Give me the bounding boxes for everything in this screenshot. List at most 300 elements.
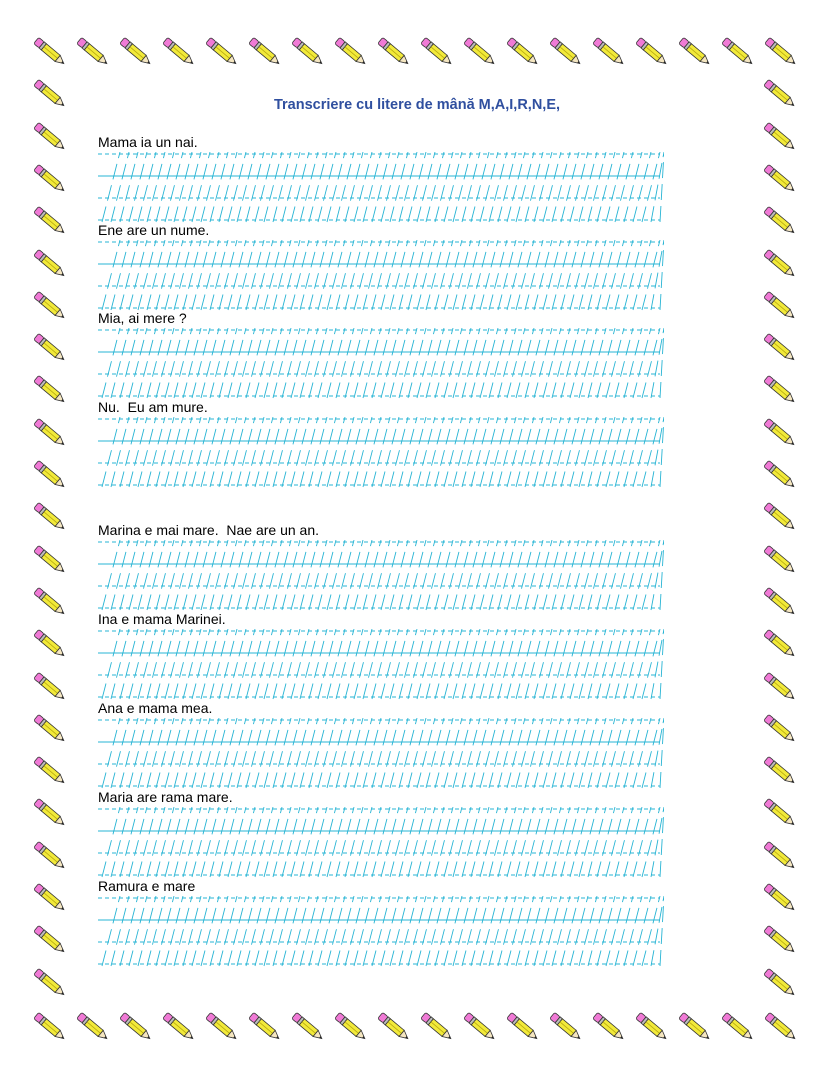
slant-guide bbox=[426, 718, 444, 788]
slant-guide bbox=[372, 718, 390, 788]
slant-guide bbox=[408, 328, 426, 398]
slant-guide bbox=[174, 152, 192, 222]
slant-guide bbox=[633, 896, 651, 966]
slant-guide bbox=[300, 807, 318, 877]
slant-guide bbox=[255, 240, 273, 310]
slant-guide bbox=[660, 240, 664, 310]
pencil-icon bbox=[71, 30, 115, 74]
slant-guide bbox=[417, 240, 435, 310]
pencil-icon bbox=[415, 30, 459, 74]
slant-guide bbox=[480, 417, 498, 487]
pencil-icon bbox=[758, 791, 802, 835]
slant-guide bbox=[597, 896, 615, 966]
slant-guide bbox=[579, 629, 597, 699]
slant-guide bbox=[291, 328, 309, 398]
pencil-icon bbox=[758, 242, 802, 286]
slant-guide bbox=[426, 807, 444, 877]
slant-guide bbox=[570, 240, 588, 310]
slant-guide bbox=[237, 417, 255, 487]
slant-guide bbox=[192, 896, 210, 966]
slant-guide bbox=[390, 629, 408, 699]
slant-guide bbox=[381, 240, 399, 310]
slant-guide bbox=[570, 417, 588, 487]
slant-guide bbox=[516, 540, 534, 610]
slant-guide bbox=[165, 629, 183, 699]
slant-guide bbox=[147, 540, 165, 610]
writing-lines bbox=[98, 807, 664, 879]
slant-guide bbox=[480, 152, 498, 222]
slant-guide bbox=[183, 896, 201, 966]
slant-guide bbox=[192, 718, 210, 788]
slant-guide bbox=[273, 807, 291, 877]
slant-guide bbox=[543, 896, 561, 966]
slant-guide bbox=[129, 540, 147, 610]
slant-guide bbox=[579, 328, 597, 398]
slant-guide bbox=[210, 152, 228, 222]
slant-guide bbox=[228, 807, 246, 877]
slant-guide bbox=[390, 807, 408, 877]
slant-guide bbox=[381, 152, 399, 222]
page-title: Transcriere cu litere de mână M,A,I,R,N,E, bbox=[273, 97, 561, 113]
slant-guide bbox=[282, 896, 300, 966]
slant-guide bbox=[597, 718, 615, 788]
slant-guide bbox=[507, 807, 525, 877]
slant-guide bbox=[192, 807, 210, 877]
slant-guide bbox=[120, 807, 138, 877]
slant-guide bbox=[561, 240, 579, 310]
slant-guide bbox=[138, 807, 156, 877]
pencil-icon bbox=[28, 115, 72, 159]
slant-guide bbox=[606, 807, 624, 877]
slant-guide bbox=[282, 629, 300, 699]
slant-guide bbox=[300, 629, 318, 699]
slant-guide bbox=[120, 328, 138, 398]
pencil-icon bbox=[544, 1005, 588, 1049]
slant-guide bbox=[264, 540, 282, 610]
slant-guide bbox=[120, 629, 138, 699]
slant-guide bbox=[156, 417, 174, 487]
slant-guide bbox=[201, 629, 219, 699]
slant-guide bbox=[462, 540, 480, 610]
slant-guide bbox=[111, 540, 129, 610]
slant-guide bbox=[660, 152, 664, 222]
slant-guide bbox=[255, 152, 273, 222]
pencil-icon bbox=[758, 411, 802, 455]
slant-guide bbox=[561, 807, 579, 877]
slant-guide bbox=[381, 807, 399, 877]
slant-guide bbox=[102, 328, 120, 398]
slant-guide bbox=[489, 328, 507, 398]
slant-guide bbox=[345, 896, 363, 966]
slant-guide bbox=[345, 152, 363, 222]
slant-guide bbox=[471, 152, 489, 222]
exercise-sentence: Ene are un nume. bbox=[98, 222, 210, 238]
pencil-icon bbox=[415, 1005, 459, 1049]
slant-guide bbox=[111, 240, 129, 310]
slant-guide bbox=[282, 152, 300, 222]
slant-guide bbox=[111, 896, 129, 966]
slant-guide bbox=[390, 152, 408, 222]
slant-guide bbox=[552, 240, 570, 310]
pencil-icon bbox=[243, 30, 287, 74]
slant-guide bbox=[210, 540, 228, 610]
slant-guide bbox=[354, 896, 372, 966]
slant-guide bbox=[390, 240, 408, 310]
slant-guide bbox=[138, 896, 156, 966]
slant-guide bbox=[273, 540, 291, 610]
slant-guide bbox=[102, 629, 120, 699]
pencil-icon bbox=[458, 1005, 502, 1049]
slant-guide bbox=[111, 718, 129, 788]
slant-guide bbox=[462, 417, 480, 487]
slant-guide bbox=[471, 896, 489, 966]
slant-guide bbox=[471, 807, 489, 877]
slant-guide bbox=[606, 629, 624, 699]
slant-guide bbox=[165, 718, 183, 788]
slant-guide bbox=[624, 417, 642, 487]
slant-guide bbox=[291, 629, 309, 699]
slant-guide bbox=[264, 807, 282, 877]
slant-guide bbox=[336, 807, 354, 877]
slant-guide bbox=[417, 896, 435, 966]
slant-guide bbox=[102, 240, 120, 310]
pencil-icon bbox=[758, 157, 802, 201]
slant-guide bbox=[129, 896, 147, 966]
slant-guide bbox=[381, 540, 399, 610]
slant-guide bbox=[543, 540, 561, 610]
slant-guide bbox=[399, 629, 417, 699]
slant-guide bbox=[192, 152, 210, 222]
slant-guide bbox=[462, 718, 480, 788]
slant-guide bbox=[444, 629, 462, 699]
slant-guide bbox=[120, 718, 138, 788]
slant-guide bbox=[543, 240, 561, 310]
slant-guide bbox=[444, 540, 462, 610]
slant-guide bbox=[633, 417, 651, 487]
slant-guide bbox=[624, 240, 642, 310]
slant-guide bbox=[354, 328, 372, 398]
slant-guide bbox=[246, 240, 264, 310]
pencil-icon bbox=[28, 791, 72, 835]
slant-guide bbox=[498, 328, 516, 398]
slant-guide bbox=[129, 718, 147, 788]
pencil-icon bbox=[758, 495, 802, 539]
slant-guide bbox=[570, 896, 588, 966]
slant-guide bbox=[444, 417, 462, 487]
pencil-icon bbox=[200, 1005, 244, 1049]
slant-guide bbox=[237, 896, 255, 966]
slant-guide bbox=[129, 807, 147, 877]
slant-guide bbox=[363, 328, 381, 398]
slant-guide bbox=[174, 718, 192, 788]
pencil-icon bbox=[329, 1005, 373, 1049]
slant-guide bbox=[390, 328, 408, 398]
slant-guide bbox=[570, 152, 588, 222]
pencil-icon bbox=[501, 1005, 545, 1049]
pencil-icon bbox=[544, 30, 588, 74]
slant-guide bbox=[264, 896, 282, 966]
slant-guide bbox=[156, 718, 174, 788]
slant-guide bbox=[543, 807, 561, 877]
slant-guide bbox=[255, 328, 273, 398]
slant-guide bbox=[156, 328, 174, 398]
slant-guide bbox=[309, 540, 327, 610]
slant-guide bbox=[183, 540, 201, 610]
slant-guide bbox=[336, 629, 354, 699]
slant-guide bbox=[165, 540, 183, 610]
slant-guide bbox=[489, 240, 507, 310]
slant-guide bbox=[579, 807, 597, 877]
slant-guide bbox=[462, 629, 480, 699]
slant-guide bbox=[507, 718, 525, 788]
slant-guide bbox=[246, 807, 264, 877]
slant-guide bbox=[525, 152, 543, 222]
pencil-icon bbox=[458, 30, 502, 74]
slant-guide bbox=[336, 718, 354, 788]
slant-guide bbox=[480, 718, 498, 788]
slant-guide bbox=[435, 896, 453, 966]
pencil-icon bbox=[28, 961, 72, 1005]
slant-guide bbox=[264, 718, 282, 788]
slant-guide bbox=[210, 807, 228, 877]
slant-guide bbox=[426, 417, 444, 487]
exercise-9 bbox=[98, 878, 664, 968]
slant-guide bbox=[615, 807, 633, 877]
slant-guide bbox=[210, 718, 228, 788]
slant-guide bbox=[561, 152, 579, 222]
slant-guide bbox=[102, 896, 120, 966]
slant-guide bbox=[507, 896, 525, 966]
slant-guide bbox=[633, 718, 651, 788]
slant-guide bbox=[588, 540, 606, 610]
slant-guide bbox=[507, 328, 525, 398]
pencil-icon bbox=[673, 30, 717, 74]
slant-guide bbox=[228, 896, 246, 966]
slant-guide bbox=[633, 629, 651, 699]
slant-guide bbox=[489, 896, 507, 966]
slant-guide bbox=[174, 896, 192, 966]
slant-guide bbox=[552, 896, 570, 966]
slant-guide bbox=[534, 417, 552, 487]
slant-guide bbox=[291, 540, 309, 610]
slant-guide bbox=[138, 540, 156, 610]
slant-guide bbox=[579, 152, 597, 222]
slant-guide bbox=[210, 896, 228, 966]
slant-guide bbox=[264, 240, 282, 310]
slant-guide bbox=[606, 240, 624, 310]
slant-guide bbox=[633, 328, 651, 398]
slant-guide bbox=[399, 152, 417, 222]
slant-guide bbox=[363, 718, 381, 788]
slant-guide bbox=[390, 417, 408, 487]
slant-guide bbox=[363, 629, 381, 699]
slant-guide bbox=[588, 417, 606, 487]
slant-guide bbox=[399, 718, 417, 788]
slant-guide bbox=[534, 328, 552, 398]
slant-guide bbox=[489, 417, 507, 487]
pencil-icon bbox=[28, 368, 72, 412]
slant-guide bbox=[102, 152, 120, 222]
slant-guide bbox=[183, 417, 201, 487]
pencil-icon bbox=[28, 242, 72, 286]
slant-guide bbox=[354, 718, 372, 788]
pencil-icon bbox=[28, 876, 72, 920]
slant-guide bbox=[597, 629, 615, 699]
pencil-icon bbox=[758, 665, 802, 709]
slant-guide bbox=[273, 152, 291, 222]
slant-guide bbox=[552, 718, 570, 788]
slant-guide bbox=[462, 240, 480, 310]
slant-guide bbox=[408, 540, 426, 610]
writing-lines bbox=[98, 540, 664, 612]
slant-guide bbox=[417, 629, 435, 699]
slant-guide bbox=[453, 328, 471, 398]
slant-guide bbox=[498, 629, 516, 699]
slant-guide bbox=[660, 807, 664, 877]
slant-guide bbox=[273, 629, 291, 699]
slant-guide bbox=[300, 152, 318, 222]
pencil-icon bbox=[200, 30, 244, 74]
slant-guide bbox=[399, 896, 417, 966]
pencil-icon bbox=[28, 453, 72, 497]
slant-guide bbox=[381, 328, 399, 398]
pencil-icon bbox=[28, 665, 72, 709]
slant-guide bbox=[444, 896, 462, 966]
pencil-icon bbox=[28, 834, 72, 878]
slant-guide bbox=[147, 240, 165, 310]
pencil-icon bbox=[587, 1005, 631, 1049]
slant-guide bbox=[291, 896, 309, 966]
slant-guide bbox=[462, 896, 480, 966]
slant-guide bbox=[570, 807, 588, 877]
slant-guide bbox=[192, 540, 210, 610]
pencil-icon bbox=[28, 284, 72, 328]
slant-guide bbox=[147, 629, 165, 699]
slant-guide bbox=[498, 417, 516, 487]
slant-guide bbox=[201, 152, 219, 222]
slant-guide bbox=[408, 152, 426, 222]
slant-guide bbox=[102, 807, 120, 877]
slant-guide bbox=[111, 807, 129, 877]
slant-guide bbox=[615, 240, 633, 310]
slant-guide bbox=[552, 328, 570, 398]
slant-guide bbox=[237, 240, 255, 310]
pencil-icon bbox=[28, 30, 72, 74]
slant-guide bbox=[597, 328, 615, 398]
slant-guide bbox=[444, 328, 462, 398]
slant-guide bbox=[165, 896, 183, 966]
slant-guide bbox=[534, 629, 552, 699]
slant-guide bbox=[255, 807, 273, 877]
slant-guide bbox=[363, 240, 381, 310]
slant-guide bbox=[165, 152, 183, 222]
slant-guide bbox=[606, 540, 624, 610]
slant-guide bbox=[552, 152, 570, 222]
pencil-icon bbox=[28, 1005, 72, 1049]
slant-guide bbox=[471, 328, 489, 398]
slant-guide bbox=[237, 718, 255, 788]
slant-guide bbox=[228, 629, 246, 699]
slant-guide bbox=[336, 240, 354, 310]
slant-guide bbox=[435, 540, 453, 610]
writing-lines bbox=[98, 629, 664, 701]
slant-guide bbox=[372, 152, 390, 222]
slant-guide bbox=[174, 807, 192, 877]
slant-guide bbox=[588, 328, 606, 398]
slant-guide bbox=[633, 540, 651, 610]
slant-guide bbox=[525, 240, 543, 310]
slant-guide bbox=[111, 328, 129, 398]
slant-guide bbox=[327, 807, 345, 877]
slant-guide bbox=[219, 718, 237, 788]
slant-guide bbox=[552, 417, 570, 487]
slant-guide bbox=[147, 896, 165, 966]
exercise-1 bbox=[98, 134, 664, 224]
slant-guide bbox=[507, 629, 525, 699]
slant-guide bbox=[219, 240, 237, 310]
pencil-icon bbox=[157, 1005, 201, 1049]
slant-guide bbox=[534, 540, 552, 610]
slant-guide bbox=[246, 540, 264, 610]
slant-guide bbox=[219, 152, 237, 222]
slant-guide bbox=[165, 328, 183, 398]
slant-guide bbox=[525, 896, 543, 966]
slant-guide bbox=[444, 807, 462, 877]
slant-guide bbox=[354, 152, 372, 222]
slant-guide bbox=[318, 328, 336, 398]
slant-guide bbox=[597, 240, 615, 310]
slant-guide bbox=[318, 240, 336, 310]
slant-guide bbox=[498, 540, 516, 610]
slant-guide bbox=[174, 629, 192, 699]
slant-guide bbox=[435, 629, 453, 699]
slant-guide bbox=[453, 540, 471, 610]
slant-guide bbox=[165, 417, 183, 487]
pencil-icon bbox=[758, 115, 802, 159]
slant-guide bbox=[579, 417, 597, 487]
slant-guide bbox=[597, 152, 615, 222]
slant-guide bbox=[579, 896, 597, 966]
slant-guide bbox=[417, 328, 435, 398]
slant-guide bbox=[219, 328, 237, 398]
slant-guide bbox=[138, 629, 156, 699]
slant-guide bbox=[309, 328, 327, 398]
slant-guide bbox=[237, 807, 255, 877]
pencil-icon bbox=[71, 1005, 115, 1049]
slant-guide bbox=[633, 152, 651, 222]
slant-guide bbox=[345, 807, 363, 877]
slant-guide bbox=[237, 540, 255, 610]
slant-guide bbox=[480, 240, 498, 310]
slant-guide bbox=[372, 629, 390, 699]
slant-guide bbox=[624, 807, 642, 877]
slant-guide bbox=[660, 629, 664, 699]
slant-guide bbox=[309, 417, 327, 487]
slant-guide bbox=[246, 629, 264, 699]
slant-guide bbox=[399, 807, 417, 877]
pencil-icon bbox=[28, 495, 72, 539]
slant-guide bbox=[147, 807, 165, 877]
slant-guide bbox=[543, 152, 561, 222]
slant-guide bbox=[291, 417, 309, 487]
slant-guide bbox=[120, 540, 138, 610]
slant-guide bbox=[597, 807, 615, 877]
slant-guide bbox=[300, 896, 318, 966]
writing-lines bbox=[98, 718, 664, 790]
writing-lines bbox=[98, 328, 664, 400]
slant-guide bbox=[525, 807, 543, 877]
pencil-icon bbox=[28, 326, 72, 370]
